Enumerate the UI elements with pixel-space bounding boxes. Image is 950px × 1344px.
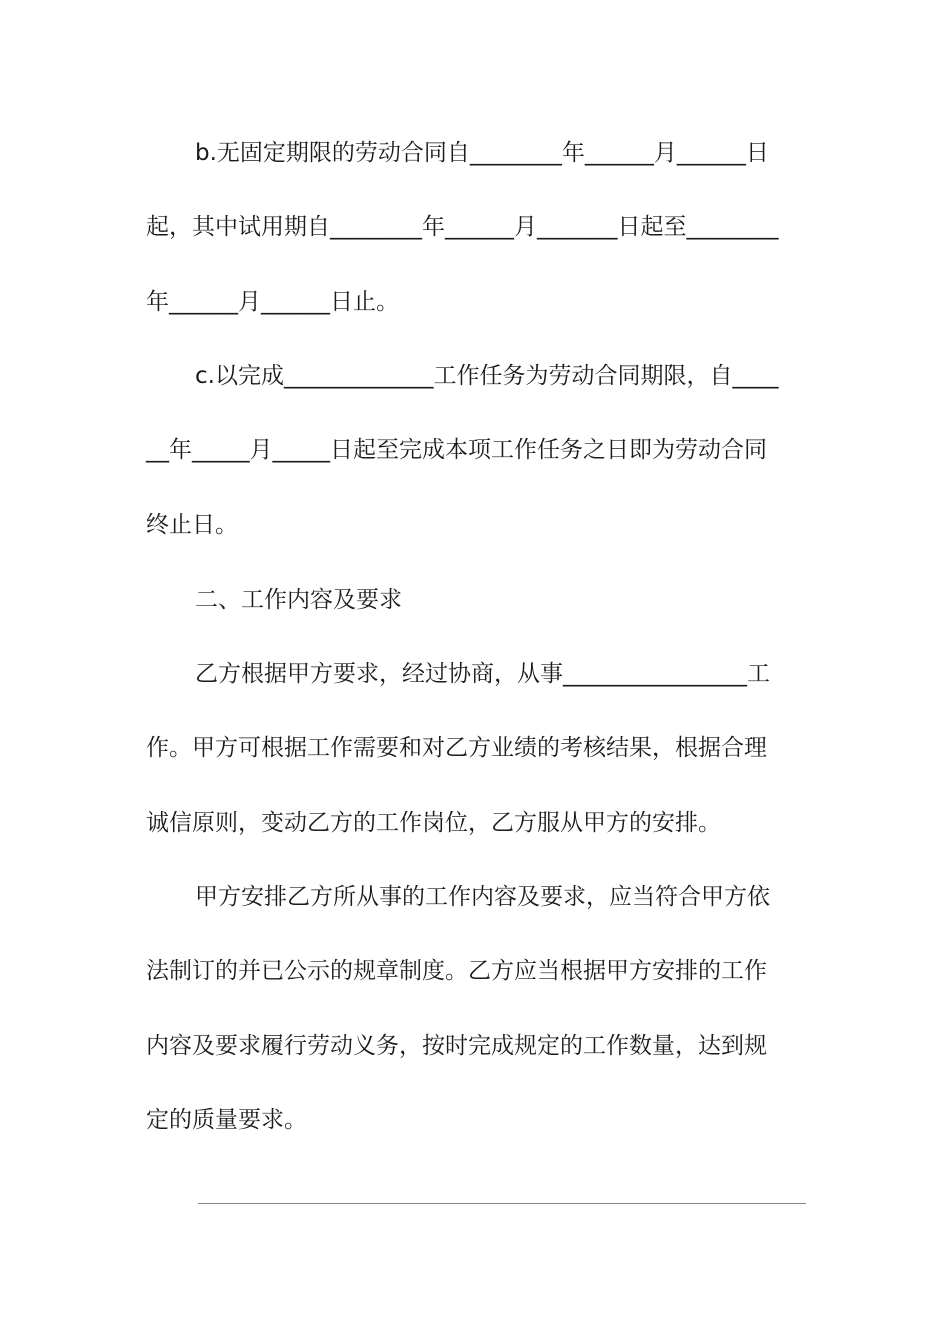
- text-line: 诚信原则，变动乙方的工作岗位，乙方服从甲方的安排。: [146, 810, 721, 836]
- paragraph-line: [0, 951, 950, 991]
- paragraph-line: [0, 207, 950, 247]
- text-line: 起，其中试用期自________年______月_______日起至________: [146, 214, 779, 240]
- paragraph-line: [0, 430, 950, 470]
- text-line: 作。甲方可根据工作需要和对乙方业绩的考核结果，根据合理: [146, 735, 767, 761]
- paragraph-line: [0, 803, 950, 843]
- section-heading: [0, 580, 950, 620]
- text-line: 定的质量要求。: [146, 1107, 307, 1133]
- text-line: __年_____月_____日起至完成本项工作任务之日即为劳动合同: [146, 437, 767, 463]
- paragraph-line: [0, 728, 950, 768]
- paragraph-line: [0, 1100, 950, 1140]
- text-line: 乙方根据甲方要求，经过协商，从事________________工: [195, 661, 770, 687]
- text-line: 终止日。: [146, 512, 238, 538]
- text-line: 甲方安排乙方所从事的工作内容及要求，应当符合甲方依: [195, 884, 770, 910]
- paragraph-line: [0, 282, 950, 322]
- text-line: 年______月______日止。: [146, 289, 399, 315]
- text-line: c.以完成_____________工作任务为劳动合同期限，自____: [195, 363, 779, 389]
- text-line: 内容及要求履行劳动义务，按时完成规定的工作数量，达到规: [146, 1033, 767, 1059]
- heading-text: 二、工作内容及要求: [195, 587, 402, 613]
- paragraph-line: [0, 505, 950, 545]
- text-line: b.无固定期限的劳动合同自________年______月______日: [195, 140, 769, 166]
- paragraph-line: [0, 356, 950, 396]
- paragraph-line: [0, 133, 950, 173]
- paragraph-line: [0, 654, 950, 694]
- text-line: 法制订的并已公示的规章制度。乙方应当根据甲方安排的工作: [146, 958, 767, 984]
- footer-divider: [198, 1203, 806, 1204]
- paragraph-line: [0, 877, 950, 917]
- paragraph-line: [0, 1026, 950, 1066]
